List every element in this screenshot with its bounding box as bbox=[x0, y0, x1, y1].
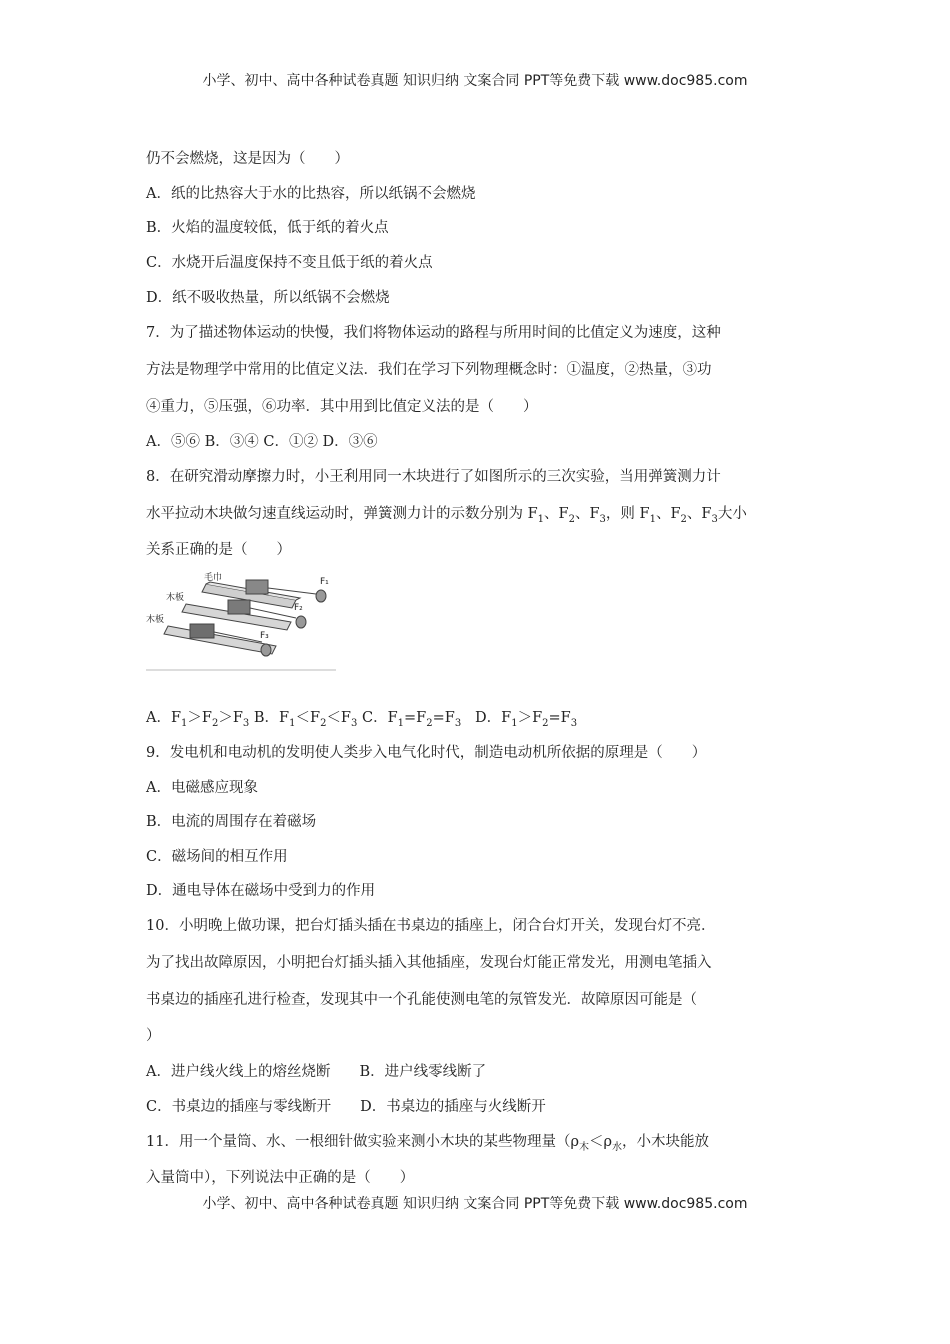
q6-stem-continuation: 仍不会燃烧，这是因为（ ） bbox=[146, 151, 349, 167]
q11-stem-line1: 11．用一个量筒、水、一根细针做实验来测小木块的某些物理量（$\rho_木<\rho_水$，小木块能放 bbox=[146, 1134, 710, 1153]
board-label-1: 木板 bbox=[166, 593, 185, 603]
q11-stem-line2: 入量筒中），下列说法中正确的是（ ） bbox=[146, 1170, 415, 1186]
q7-stem-line2: 方法是物理学中常用的比值定义法．我们在学习下列物理概念时：①温度，②热量，③功 bbox=[146, 362, 712, 378]
q7-options: A．⑤⑥ B．③④ C．①② D．③⑥ bbox=[146, 434, 378, 450]
q8-stem-line1: 8．在研究滑动摩擦力时，小王利用同一木块进行了如图所示的三次实验，当用弹簧测力计 bbox=[146, 469, 721, 485]
q6-option-b: B．火焰的温度较低，低于纸的着火点 bbox=[146, 220, 389, 236]
q9-option-a: A．电磁感应现象 bbox=[146, 780, 258, 796]
q10-stem-line4: ） bbox=[146, 1028, 161, 1044]
q8-stem-line2: 水平拉动木块做匀速直线运动时，弹簧测力计的示数分别为 $F_1$、$F_2$、$F_3$，则 $F_1$、$F_2$、$F_3$大小 bbox=[146, 506, 747, 525]
board-label-2: 木板 bbox=[146, 615, 165, 625]
q9-option-d: D．通电导体在磁场中受到力的作用 bbox=[146, 883, 376, 899]
spring-scale-1 bbox=[316, 590, 326, 602]
force-label-f3: F₃ bbox=[260, 631, 269, 641]
q6-option-d: D．纸不吸收热量，所以纸锅不会燃烧 bbox=[146, 290, 390, 306]
force-label-f1: F₁ bbox=[320, 577, 329, 587]
page-header: 小学、初中、高中各种试卷真题 知识归纳 文案合同 PPT等免费下载 www.doc985.com bbox=[202, 73, 748, 89]
q7-stem-line1: 7．为了描述物体运动的快慢，我们将物体运动的路程与所用时间的比值定义为速度，这种 bbox=[146, 325, 721, 341]
page-footer: 小学、初中、高中各种试卷真题 知识归纳 文案合同 PPT等免费下载 www.doc985.com bbox=[202, 1196, 748, 1212]
q10-options-cd: C．书桌边的插座与零线断开 D．书桌边的插座与火线断开 bbox=[146, 1099, 546, 1115]
friction-experiment-figure bbox=[146, 570, 336, 672]
q8-stem-line3: 关系正确的是（ ） bbox=[146, 542, 291, 558]
spring-scale-2 bbox=[296, 616, 306, 628]
q10-options-ab: A．进户线火线上的熔丝烧断 B．进户线零线断了 bbox=[146, 1064, 487, 1080]
q6-option-c: C．水烧开后温度保持不变且低于纸的着火点 bbox=[146, 255, 433, 271]
q10-stem-line1: 10．小明晚上做功课，把台灯插头插在书桌边的插座上，闭合台灯开关，发现台灯不亮． bbox=[146, 918, 716, 934]
towel-label: 毛巾 bbox=[204, 573, 223, 583]
q9-option-c: C．磁场间的相互作用 bbox=[146, 849, 288, 865]
q8-options: A．$F_1>F_2>F_3$ B．$F_1<F_2<F_3$ C．$F_1=F_2=F_3$ D．$F_1>F_2=F_3$ bbox=[146, 710, 578, 729]
force-label-f2: F₂ bbox=[294, 603, 303, 613]
q10-stem-line2: 为了找出故障原因，小明把台灯插头插入其他插座，发现台灯能正常发光，用测电笔插入 bbox=[146, 955, 712, 971]
q9-option-b: B．电流的周围存在着磁场 bbox=[146, 814, 317, 830]
block-1 bbox=[246, 580, 268, 594]
q9-stem: 9．发电机和电动机的发明使人类步入电气化时代，制造电动机所依据的原理是（ ） bbox=[146, 745, 707, 761]
q10-stem-line3: 书桌边的插座孔进行检查，发现其中一个孔能使测电笔的氖管发光．故障原因可能是（ bbox=[146, 992, 697, 1008]
spring-scale-3 bbox=[261, 644, 271, 656]
block-2 bbox=[228, 600, 250, 614]
block-3 bbox=[190, 624, 214, 638]
q7-stem-line3: ④重力，⑤压强，⑥功率．其中用到比值定义法的是（ ） bbox=[146, 399, 538, 415]
q6-option-a: A．纸的比热容大于水的比热容，所以纸锅不会燃烧 bbox=[146, 186, 476, 202]
